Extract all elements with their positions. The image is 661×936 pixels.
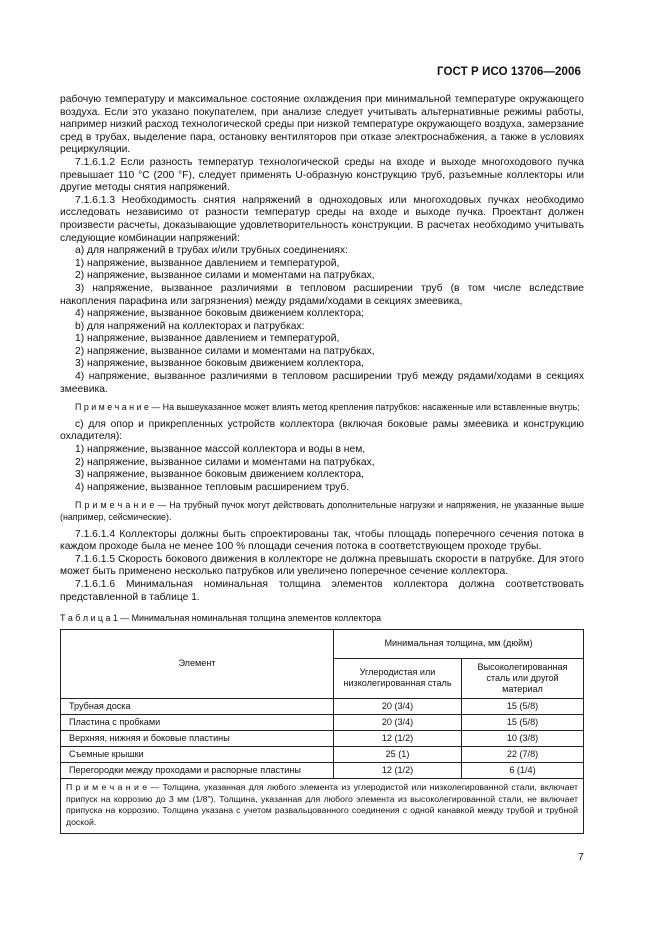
list-item-a2: 2) напряжение, вызванное силами и моментами на патрубках,	[75, 270, 375, 282]
thickness-table	[60, 629, 584, 834]
note-text: — На вышеуказанное может влиять метод крепления патрубков: насаженные или вставленные внутрь;	[148, 402, 580, 413]
list-item-a4: 4) напряжение, вызванное боковым движением коллектора;	[75, 308, 364, 320]
table-caption-text: — Минимальная номинальная толщина элементов коллектора	[117, 613, 382, 624]
note-text: — На трубный пучок могут действовать дополнительные нагрузки и напряжения, не указанные выше (например, сейсмические).	[60, 500, 585, 522]
cell-alloy: 22 (7/8)	[462, 746, 584, 762]
clause-7-1-6-1-3: 7.1.6.1.3 Необходимость снятия напряжений в одноходовых или многоходовых пучках необходимо исследовать независимо от разности температур среды на входе и выходе пучка. Проектант должен произвести расчеты, доказывающие удовлетворительность конструкции. В расчетах необходимо учитывать следующие комбинации напряжений:	[60, 194, 584, 244]
note-2	[60, 500, 584, 523]
list-item-a: a) для напряжений в трубах и/или трубных соединениях:	[75, 245, 348, 257]
cell-element: Перегородки между проходами и распорные пластины	[61, 762, 334, 778]
cell-element: Пластина с пробками	[61, 714, 334, 730]
cell-alloy: 10 (3/8)	[462, 730, 584, 746]
table-row	[61, 746, 584, 762]
clause-7-1-6-1-6: 7.1.6.1.6 Минимальная номинальная толщина элементов коллектора должна соответствовать представленной в таблице 1.	[60, 578, 584, 603]
clause-7-1-6-1-5: 7.1.6.1.5 Скорость бокового движения в коллекторе не должна превышать скорости в патрубке. Для этого может быть применено несколько патрубков или увеличено поперечное сечение коллектора.	[60, 553, 584, 578]
table-caption	[60, 612, 584, 625]
table-row	[61, 714, 584, 730]
paragraph: рабочую температуру и максимальное состояние охлаждения при минимальной температуре окружающего воздуха. Если это указано покупателем, при анализе следует учитывать альтернативные режимы работы, например низкий расход технологической среды при низкой температуре окружающего воздуха, замерзание сред в трубах, выделение пара, остановку вентиляторов при отказе электроснабжения, а также в условиях рециркуляции.	[60, 94, 584, 156]
cell-element: Трубная доска	[61, 698, 334, 714]
cell-carbon: 20 (3/4)	[334, 714, 462, 730]
list-item-b2: 2) напряжение, вызванное силами и моментами на патрубках,	[75, 345, 375, 357]
cell-carbon: 20 (3/4)	[334, 698, 462, 714]
cell-carbon: 12 (1/2)	[334, 762, 462, 778]
table-header-row	[61, 629, 584, 658]
note-1	[60, 402, 584, 414]
header-element: Элемент	[61, 629, 334, 698]
table-row	[61, 762, 584, 778]
table-note-row	[61, 778, 584, 833]
list-item-b1: 1) напряжение, вызванное давлением и температурой,	[75, 333, 340, 345]
list-item-c3: 3) напряжение, вызванное боковым движением коллектора,	[75, 469, 364, 481]
cell-alloy: 6 (1/4)	[462, 762, 584, 778]
page-number: 7	[578, 851, 584, 863]
list-item-b4: 4) напряжение, вызванное различиями в тепловом расширении труб между рядами/ходами в секциях змеевика.	[60, 371, 584, 395]
note-label: П р и м е ч а н и е	[75, 402, 149, 413]
list-item-c: c) для опор и прикрепленных устройств коллектора (включая боковые рамы змеевика и конструкцию охладителя):	[60, 418, 584, 443]
header-carbon-steel: Углеродистая или низколегированная сталь	[334, 658, 462, 698]
header-alloy-steel: Высоколегированная сталь или другой материал	[462, 658, 584, 698]
document-header: ГОСТ Р ИСО 13706—2006	[436, 66, 581, 78]
cell-alloy: 15 (5/8)	[462, 714, 584, 730]
clause-7-1-6-1-2: 7.1.6.1.2 Если разность температур технологической среды на входе и выходе многоходового пучка превышает 110 °С (200 °F), следует применять U-образную конструкцию труб, разъемные коллекторы или другие методы снятия напряжений.	[60, 156, 584, 194]
table-note-text: — Толщина, указанная для любого элемента из углеродистой или низколегированной стали, включает припуск на коррозию до 3 мм (1/8"). Толщина, указанная для любого элемента из высоколегированной стали, не включает припуска на коррозию. Толщина указана с учетом развальцованного соединения с одной канавкой между трубой и трубной доской.	[66, 781, 578, 828]
list-item-b3: 3) напряжение, вызванное боковым движением коллектора,	[75, 358, 364, 370]
list-item-c2: 2) напряжение, вызванное силами и моментами на патрубках,	[75, 456, 375, 468]
cell-alloy: 15 (5/8)	[462, 698, 584, 714]
header-min-thickness: Минимальная толщина, мм (дюйм)	[334, 629, 584, 658]
cell-carbon: 12 (1/2)	[334, 730, 462, 746]
table-caption-label: Т а б л и ц а 1	[60, 613, 118, 624]
list-item-c1: 1) напряжение, вызванное массой коллектора и воды в нем,	[75, 444, 366, 456]
clause-7-1-6-1-4: 7.1.6.1.4 Коллекторы должны быть спроектированы так, чтобы площадь поперечного сечения потока в каждом проходе была не менее 100 % площади сечения потока в соответствующем проходе трубы.	[60, 528, 584, 553]
list-item-a3: 3) напряжение, вызванное различиями в тепловом расширении труб (в том числе вследствие накопления парафина или загрязнения) между рядами/ходами в секциях змеевика,	[60, 282, 584, 307]
table-note-label: П р и м е ч а н и е	[66, 781, 148, 792]
page-content	[60, 94, 584, 834]
cell-element: Верхняя, нижняя и боковые пластины	[61, 730, 334, 746]
table-row	[61, 698, 584, 714]
cell-carbon: 25 (1)	[334, 746, 462, 762]
list-item-b: b) для напряжений на коллекторах и патрубках:	[75, 320, 305, 332]
list-item-a1: 1) напряжение, вызванное давлением и температурой,	[75, 257, 340, 269]
list-item-c4: 4) напряжение, вызванное тепловым расширением труб.	[75, 481, 350, 493]
note-label: П р и м е ч а н и е	[75, 500, 155, 511]
cell-element: Съемные крышки	[61, 746, 334, 762]
table-row	[61, 730, 584, 746]
table-note	[61, 778, 584, 833]
